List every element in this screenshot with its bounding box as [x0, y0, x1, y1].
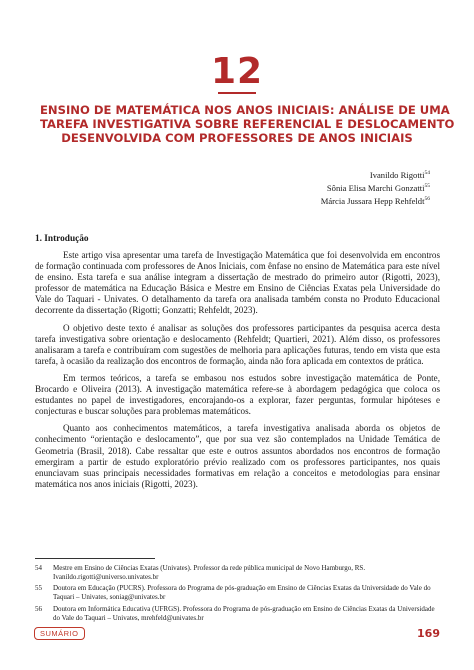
- page-number: 169: [417, 627, 440, 640]
- footnote-text: Doutora em Informática Educativa (UFRGS). Professora do Programa de pós-graduação em Ensino de Ciências Exatas da Universidade do Vale do Taquari – Univates, mrehfeld@univates.br: [53, 604, 435, 622]
- footnote-divider: [35, 558, 155, 559]
- footnote: [35, 564, 440, 581]
- author: [321, 181, 430, 194]
- author-list: [321, 168, 430, 207]
- author-name: Ivanildo Rigotti: [369, 169, 425, 180]
- footnotes: [35, 558, 440, 625]
- paragraph: Em termos teóricos, a tarefa se embasou nos estudos sobre investigação matemática de Ponte, Brocardo e Oliveira (2013). A investigação matemática refere-se à abordagem pedagógica que coloca os estudantes no papel de investigadores, encorajando-os a explorar, fazer perguntas, formular hipóteses e conjecturas e buscar soluções para problemas matemáticos.: [35, 372, 440, 417]
- footnote-number: 55: [35, 584, 42, 593]
- summary-button[interactable]: SUMÁRIO: [34, 627, 85, 640]
- body-text: [35, 250, 440, 496]
- section-heading: 1. Introdução: [35, 234, 89, 244]
- footnote-number: 54: [35, 564, 42, 572]
- title-line: TAREFA INVESTIGATIVA SOBRE REFERENCIAL E DESLOCAMENTO: [40, 117, 455, 131]
- chapter-number: 12: [210, 51, 264, 92]
- author-name: Sônia Elisa Marchi Gonzatti: [326, 182, 425, 193]
- footnote-text: Mestre em Ensino de Ciências Exatas (Univates). Professor da rede pública municipal de Novo Hamburgo, RS. Ivanildo.rigotti@universo.univates.br: [53, 564, 366, 581]
- footnote: [35, 605, 440, 622]
- chapter-title: [40, 103, 455, 145]
- author: [321, 194, 430, 207]
- footnote: [35, 584, 440, 601]
- footnote-ref[interactable]: 54: [424, 170, 430, 176]
- paragraph: Este artigo visa apresentar uma tarefa de Investigação Matemática que foi desenvolvida em encontros de formação continuada com professores de Anos Iniciais, com ênfase no ensino de Matemática para este nível de ensino. Esta tarefa e sua análise integram a dissertação de mestrado do primeiro autor (Rigotti, 2023), professor de matemática na Educação Básica e Mestre em Ensino de Ciências Exatas pela Universidade do Vale do Taquari - Univates. O detalhamento da tarefa ora analisada também consta no Produto Educacional decorrente da dissertação (Rigotti; Gonzatti; Rehfeldt, 2023).: [35, 250, 440, 316]
- footnote-ref[interactable]: 55: [424, 182, 430, 189]
- title-line: ENSINO DE MATEMÁTICA NOS ANOS INICIAIS: ANÁLISE DE UMA: [40, 103, 450, 117]
- title-line: DESENVOLVIDA COM PROFESSORES DE ANOS INICIAIS: [61, 131, 413, 145]
- footnote-ref[interactable]: 56: [424, 195, 430, 202]
- footnote-text: Doutora em Educação (PUCRS). Professora do Programa de pós-graduação em Ensino de Ciências Exatas da Universidade do Vale do Taquari – Univates, soniag@univates.br: [53, 584, 431, 602]
- footnote-number: 56: [35, 604, 42, 613]
- chapter-underline: [218, 92, 256, 94]
- author-name: Márcia Jussara Hepp Rehfeldt: [320, 195, 425, 206]
- paragraph: Quanto aos conhecimentos matemáticos, a tarefa investigativa analisada aborda os objetos de conhecimento “orientação e deslocamento”, que por sua vez são contemplados na Unidade Temática de Geometria (Brasil, 2018). Cabe ressaltar que este e outros assuntos abordados nos encontros de formação emergiram a partir de estudo exploratório prévio realizado com os professores participantes, nos quais enunciavam suas principais necessidades formativas em relação a conceitos e metodologias para ensinar matemática nos anos iniciais (Rigotti, 2023).: [35, 423, 440, 489]
- author: [321, 168, 430, 181]
- paragraph: O objetivo deste texto é analisar as soluções dos professores participantes da pesquisa acerca desta tarefa investigativa sobre orientação e deslocamento (Rehfeldt; Quartieri, 2021). Além disso, os professores analisaram a tarefa e contribuíram com sugestões de melhoria para aplicações futuras, tendo em vista que esta tarefa, à ocasião da realização dos encontros de formação, ainda não fora aplicada em contextos de prática.: [35, 322, 440, 366]
